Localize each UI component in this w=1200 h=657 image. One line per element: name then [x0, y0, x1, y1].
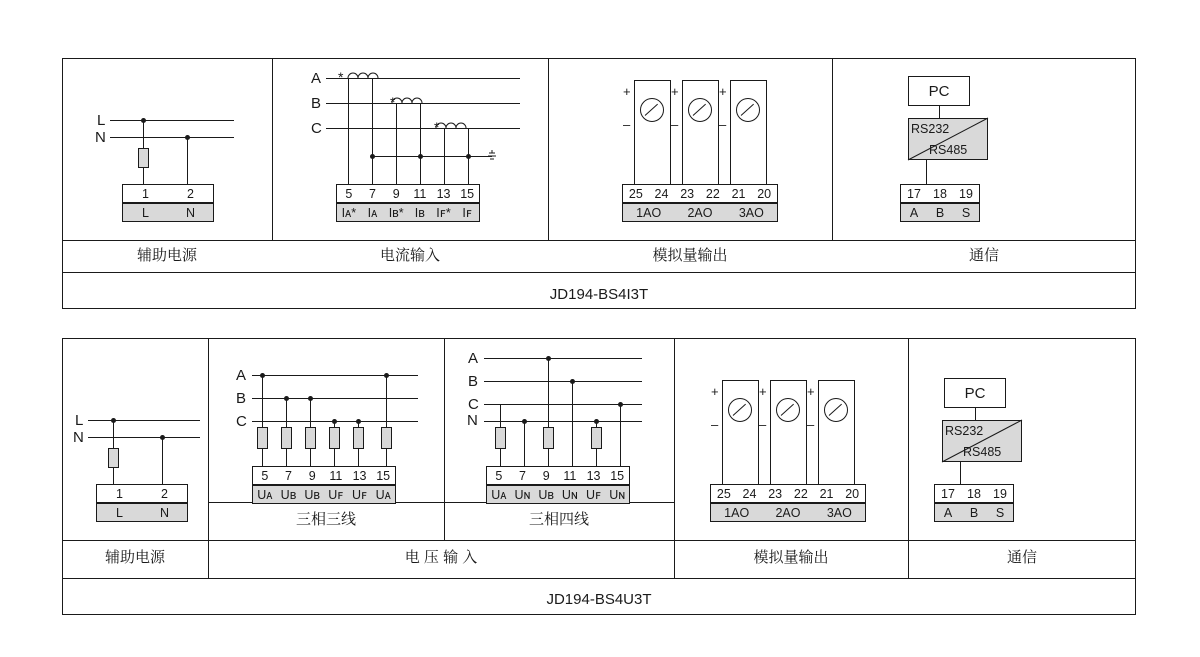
- ct-top-terminal-names: [336, 203, 480, 222]
- v3w-term-name-6: Uᴀ: [375, 487, 391, 502]
- ao-bot-term-num-23: 23: [768, 486, 783, 501]
- ao-top-term-num-22: 22: [705, 186, 720, 201]
- aux-bot-drop-L2: [113, 466, 114, 484]
- ct-top-star-B: *: [390, 94, 396, 110]
- aux-bot-label-N: N: [73, 429, 84, 446]
- aux-bot-terminal-names: [96, 503, 188, 522]
- v3w-drop-1: [262, 375, 263, 427]
- aux-bot-term-num-2: 2: [161, 486, 168, 501]
- top-caption-current-input: 电流输入: [379, 247, 440, 264]
- aux-top-fuse: [138, 148, 149, 168]
- ct-top-term-name-4: Iʙ: [414, 205, 425, 220]
- ct-top-ground-bus: [372, 156, 492, 157]
- ct-top-term-name-3: Iʙ*: [388, 205, 404, 220]
- v3w-term-num-5: 5: [261, 468, 269, 483]
- aux-top-N-wire: [110, 137, 234, 138]
- comm-top-term-name-A: A: [909, 205, 919, 220]
- ao-bot-ch1-minus: –: [711, 417, 719, 432]
- top-divider-3: [832, 58, 833, 240]
- bottom-caption-aux-power: 辅助电源: [104, 549, 165, 566]
- ct-top-drop-2: [372, 78, 373, 184]
- v3w-tail-4: [334, 449, 335, 466]
- bottom-model-title: JD194-BS4U3T: [546, 591, 652, 608]
- top-caption-communication: 通信: [968, 247, 999, 264]
- pc-box-bottom: PC: [944, 378, 1006, 408]
- v3w-term-num-13: 13: [352, 468, 367, 483]
- top-caption-analog-output: 模拟量输出: [652, 247, 728, 264]
- aux-bot-term-num-1: 1: [116, 486, 123, 501]
- ao-top-ch2-left: [682, 80, 683, 184]
- ao-bot-channel-labels: [710, 503, 866, 522]
- ao-bot-channel-2ao: 2AO: [775, 505, 801, 520]
- v3w-term-name-5: Uꜰ: [351, 488, 368, 502]
- v3w-term-num-11: 11: [329, 468, 343, 483]
- bottom-divider-1: [208, 338, 209, 578]
- aux-bot-drop-L: [113, 420, 114, 448]
- ct-top-drop-1: [348, 78, 349, 184]
- v3w-terminal-names: [252, 485, 396, 504]
- comm-bot-term-num-17: 17: [941, 486, 955, 501]
- ao-bot-terminal-numbers: [710, 484, 866, 503]
- v3w-term-num-7: 7: [285, 468, 292, 483]
- ct-top-term-num-15: 15: [460, 186, 475, 201]
- v4w-line-A: [484, 358, 642, 359]
- v3w-drop-6: [386, 375, 387, 427]
- ct-top-label-A: A: [311, 70, 322, 87]
- v3w-fuse-4: [329, 427, 340, 449]
- aux-top-term-num-1: 1: [142, 186, 149, 201]
- v4w-fuse-1: [495, 427, 506, 449]
- v3w-drop-3: [310, 398, 311, 427]
- aux-bot-label-L: L: [75, 412, 84, 429]
- ct-top-label-C: C: [311, 120, 322, 137]
- ao-top-ch1-minus: –: [623, 117, 631, 132]
- bottom-caption-communication: 通信: [1006, 549, 1037, 566]
- aux-bot-L-wire: [88, 420, 200, 421]
- v3w-term-name-4: Uꜰ: [328, 488, 344, 502]
- v3w-term-name-2: Uʙ: [280, 487, 297, 502]
- ct-top-term-name-5: Iꜰ*: [436, 206, 451, 220]
- ao-bot-term-num-25: 25: [716, 486, 731, 501]
- v4w-label-C: C: [468, 396, 479, 413]
- comm-bot-terminal-names: [934, 503, 1014, 522]
- ground-icon: [486, 150, 508, 168]
- v3w-tail-1: [262, 449, 263, 466]
- comm-bot-term-name-S: S: [995, 505, 1005, 520]
- v4w-tail-2: [524, 427, 525, 466]
- comm-top-term-name-S: S: [961, 205, 971, 220]
- v4w-label-N: N: [467, 412, 478, 429]
- v3w-line-A: [252, 375, 418, 376]
- top-model-title: JD194-BS4I3T: [549, 286, 649, 303]
- ao-bot-ch3-right: [854, 380, 855, 484]
- ct-top-drop-4: [420, 103, 421, 184]
- ao-bot-term-num-21: 21: [819, 486, 834, 501]
- ct-top-bus-dot-1: [370, 154, 375, 159]
- v3w-drop-2: [286, 398, 287, 427]
- aux-top-drop-N: [187, 137, 188, 184]
- v4w-term-num-15: 15: [610, 468, 625, 483]
- aux-bot-term-name-L: L: [116, 505, 123, 520]
- ct-top-term-num-9: 9: [392, 186, 400, 201]
- v4w-tail-5: [596, 449, 597, 466]
- ao-top-ch2-minus: –: [671, 117, 679, 132]
- aux-top-terminal-numbers: [122, 184, 214, 203]
- aux-bot-N-wire: [88, 437, 200, 438]
- v4w-term-num-13: 13: [586, 468, 601, 483]
- ao-top-ch2-plus: +: [671, 84, 679, 99]
- ao-top-ch1-plus: +: [623, 84, 631, 99]
- v4w-term-name-6: Uɴ: [609, 487, 626, 502]
- ct-top-terminal-numbers: [336, 184, 480, 203]
- top-divider-1: [272, 58, 273, 240]
- ct-top-term-name-6: Iꜰ: [462, 206, 472, 220]
- comm-bot-drop: [960, 462, 961, 484]
- aux-top-term-num-2: 2: [187, 186, 194, 201]
- ao-bot-channel-3ao: 3AO: [826, 505, 852, 520]
- v4w-term-name-4: Uɴ: [561, 487, 578, 502]
- aux-bot-fuse: [108, 448, 119, 468]
- ao-top-ch3-top: [730, 80, 766, 81]
- ao-bot-ch2-meter: [776, 398, 800, 422]
- ct-top-star-C: *: [434, 119, 440, 135]
- ao-top-channel-3ao: 3AO: [738, 205, 764, 220]
- comm-top-rs232: RS232: [911, 122, 950, 136]
- ao-bot-ch1-left: [722, 380, 723, 484]
- bottom-caption-voltage-input: 电 压 输 入: [404, 549, 478, 566]
- ct-top-term-name-1: Iᴀ*: [341, 205, 357, 220]
- v3w-line-B: [252, 398, 418, 399]
- ao-top-ch2-meter: [688, 98, 712, 122]
- comm-top-term-name-B: B: [935, 205, 945, 220]
- v4w-term-name-2: Uɴ: [514, 487, 531, 502]
- v4w-label-B: B: [468, 373, 479, 390]
- ao-bot-ch2-plus: +: [759, 384, 767, 399]
- bottom-title-row-line: [62, 578, 1136, 579]
- v4w-terminal-numbers: [486, 466, 630, 485]
- v4w-drop-1: [500, 404, 501, 427]
- v3w-fuse-1: [257, 427, 268, 449]
- ao-top-ch1-top: [634, 80, 670, 81]
- ao-top-term-num-24: 24: [654, 186, 669, 201]
- ao-bot-ch1-plus: +: [711, 384, 719, 399]
- aux-bot-drop-N: [162, 437, 163, 484]
- ct-top-term-num-7: 7: [369, 186, 376, 201]
- v4w-tail-3: [548, 449, 549, 466]
- ct-top-term-num-13: 13: [436, 186, 451, 201]
- comm-top-terminal-names: [900, 203, 980, 222]
- ct-top-term-num-5: 5: [345, 186, 353, 201]
- v4w-term-num-9: 9: [542, 468, 550, 483]
- ct-top-term-num-11: 11: [413, 186, 427, 201]
- ao-top-term-num-25: 25: [628, 186, 643, 201]
- ct-top-bus-dot-3: [466, 154, 471, 159]
- v3w-fuse-2: [281, 427, 292, 449]
- ao-bot-ch2-left: [770, 380, 771, 484]
- v4w-tail-1: [500, 449, 501, 466]
- top-divider-2: [548, 58, 549, 240]
- v4w-line-B: [484, 381, 642, 382]
- v4w-term-name-3: Uʙ: [538, 487, 555, 502]
- ao-top-term-num-23: 23: [680, 186, 695, 201]
- aux-top-L-wire: [110, 120, 234, 121]
- ao-bot-ch3-plus: +: [807, 384, 815, 399]
- v4w-term-num-11: 11: [563, 468, 577, 483]
- pc-bot-stem: [975, 408, 976, 420]
- v3w-fuse-5: [353, 427, 364, 449]
- v4w-tail-6: [620, 427, 621, 466]
- v3w-tail-6: [386, 449, 387, 466]
- bottom-caption-row-line: [62, 540, 1136, 541]
- comm-bot-term-num-18: 18: [967, 486, 981, 501]
- top-title-row-line: [62, 272, 1136, 273]
- v4w-drop-4: [572, 381, 573, 427]
- v3w-label-A: A: [236, 367, 247, 384]
- ao-top-channel-2ao: 2AO: [687, 205, 713, 220]
- pc-box-top: PC: [908, 76, 970, 106]
- ao-top-ch3-meter: [736, 98, 760, 122]
- top-caption-row-line: [62, 240, 1136, 241]
- ao-top-channel-1ao: 1AO: [636, 205, 662, 220]
- comm-top-term-num-18: 18: [933, 186, 947, 201]
- comm-bot-terminal-numbers: [934, 484, 1014, 503]
- v4w-fuse-5: [591, 427, 602, 449]
- comm-bot-rs485: RS485: [963, 445, 1002, 459]
- v4w-term-num-7: 7: [519, 468, 526, 483]
- v4w-term-num-5: 5: [495, 468, 503, 483]
- ct-top-drop-3: [396, 103, 397, 184]
- ao-top-channel-labels: [622, 203, 778, 222]
- v4w-term-name-1: Uᴀ: [491, 487, 507, 502]
- v3w-term-num-9: 9: [308, 468, 316, 483]
- ao-top-ch3-minus: –: [719, 117, 727, 132]
- ao-top-ch3-left: [730, 80, 731, 184]
- ao-bot-term-num-22: 22: [793, 486, 808, 501]
- v4w-terminal-names: [486, 485, 630, 504]
- ct-top-term-name-2: Iᴀ: [367, 205, 378, 220]
- v4w-drop-6: [620, 404, 621, 427]
- ao-bot-ch1-top: [722, 380, 758, 381]
- aux-top-drop-L2: [143, 166, 144, 184]
- v3w-fuse-6: [381, 427, 392, 449]
- aux-top-term-name-L: L: [142, 205, 149, 220]
- ao-top-ch1-meter: [640, 98, 664, 122]
- bottom-divider-3: [674, 338, 675, 578]
- v3w-term-num-15: 15: [376, 468, 391, 483]
- v4w-tail-4: [572, 427, 573, 466]
- ao-top-term-num-20: 20: [757, 186, 772, 201]
- aux-top-term-name-N: N: [185, 205, 196, 220]
- bottom-subcaption-3p3w: 三相三线: [295, 511, 356, 528]
- pc-top-stem: [939, 106, 940, 118]
- comm-bot-rs232: RS232: [945, 424, 984, 438]
- ao-bot-ch2-minus: –: [759, 417, 767, 432]
- aux-top-label-N: N: [95, 129, 106, 146]
- aux-top-terminal-names: [122, 203, 214, 222]
- bottom-subcaption-3p4w: 三相四线: [528, 511, 589, 528]
- comm-top-term-num-17: 17: [907, 186, 921, 201]
- comm-top-rs485: RS485: [929, 143, 968, 157]
- bottom-caption-analog-output: 模拟量输出: [753, 549, 829, 566]
- v4w-line-N: [484, 421, 642, 422]
- ao-bot-ch3-left: [818, 380, 819, 484]
- ao-bot-ch2-top: [770, 380, 806, 381]
- comm-top-term-num-19: 19: [959, 186, 973, 201]
- v3w-term-name-3: Uʙ: [304, 487, 321, 502]
- bottom-divider-2: [444, 338, 445, 540]
- v4w-term-name-5: Uꜰ: [585, 488, 602, 502]
- v4w-fuse-3: [543, 427, 554, 449]
- ao-bot-ch3-meter: [824, 398, 848, 422]
- ao-bot-ch3-top: [818, 380, 854, 381]
- v3w-tail-5: [358, 449, 359, 466]
- ao-bot-term-num-20: 20: [845, 486, 860, 501]
- ao-bot-term-num-24: 24: [742, 486, 757, 501]
- ct-top-star-A: *: [338, 69, 344, 85]
- comm-bot-term-num-19: 19: [993, 486, 1007, 501]
- top-caption-aux-power: 辅助电源: [136, 247, 197, 264]
- v3w-tail-3: [310, 449, 311, 466]
- comm-top-terminal-numbers: [900, 184, 980, 203]
- ao-bot-channel-1ao: 1AO: [724, 505, 750, 520]
- v4w-label-A: A: [468, 350, 479, 367]
- bottom-divider-4: [908, 338, 909, 578]
- v4w-drop-3: [548, 358, 549, 427]
- comm-top-drop: [926, 160, 927, 184]
- comm-bot-term-name-B: B: [969, 505, 979, 520]
- v3w-label-B: B: [236, 390, 247, 407]
- aux-top-drop-L: [143, 120, 144, 148]
- ao-top-ch2-top: [682, 80, 718, 81]
- ao-top-ch3-right: [766, 80, 767, 184]
- ao-top-terminal-numbers: [622, 184, 778, 203]
- v3w-term-name-1: Uᴀ: [257, 487, 273, 502]
- ao-bot-ch1-meter: [728, 398, 752, 422]
- ao-top-ch1-left: [634, 80, 635, 184]
- ct-top-coils: [330, 62, 530, 142]
- ao-bot-ch3-minus: –: [807, 417, 815, 432]
- ao-top-term-num-21: 21: [731, 186, 746, 201]
- aux-bot-term-name-N: N: [159, 505, 170, 520]
- ct-top-label-B: B: [311, 95, 322, 112]
- v3w-terminal-numbers: [252, 466, 396, 485]
- aux-bot-terminal-numbers: [96, 484, 188, 503]
- comm-bot-term-name-A: A: [943, 505, 953, 520]
- ct-top-bus-dot-2: [418, 154, 423, 159]
- v3w-label-C: C: [236, 413, 247, 430]
- aux-top-label-L: L: [97, 112, 106, 129]
- v3w-fuse-3: [305, 427, 316, 449]
- ao-top-ch3-plus: +: [719, 84, 727, 99]
- v3w-tail-2: [286, 449, 287, 466]
